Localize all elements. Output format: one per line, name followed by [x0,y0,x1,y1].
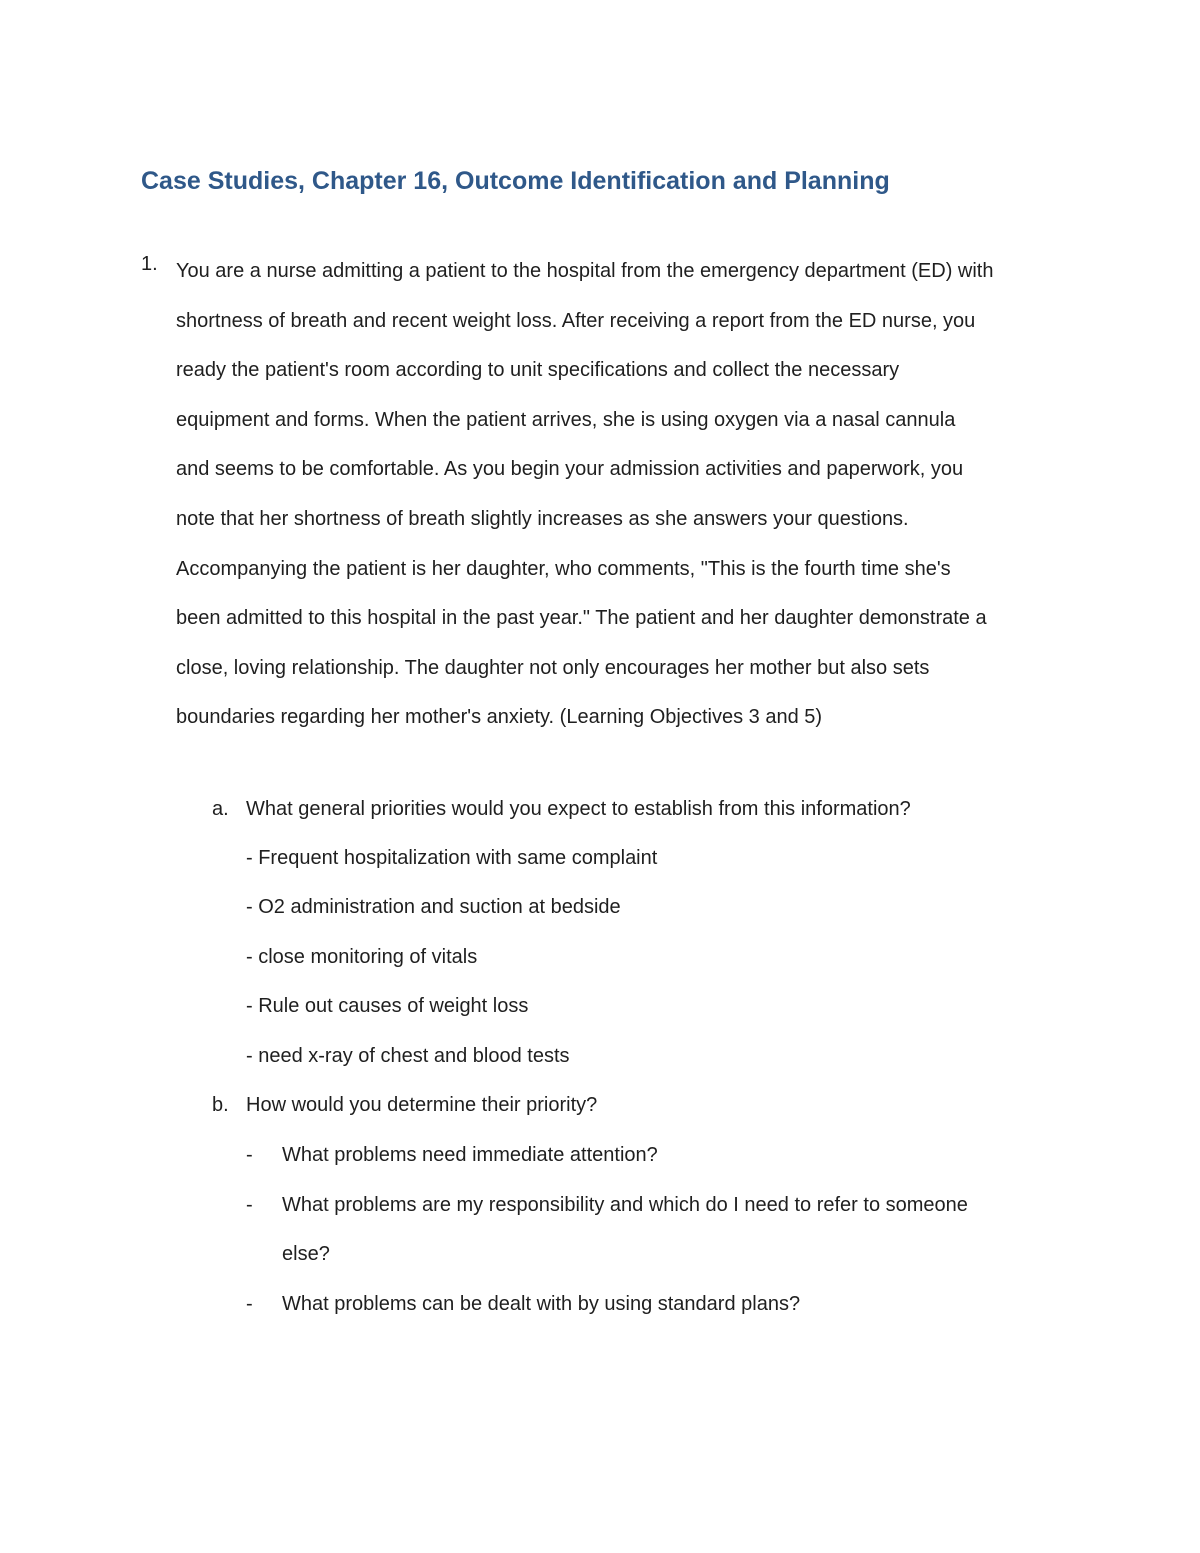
sub-question-a-text: What general priorities would you expect to establish from this information? [246,798,911,820]
bullet-item: What problems can be dealt with by using standard plans? [282,1293,801,1315]
sub-question-b-marker: b. [212,1094,229,1116]
answer-item: - O2 administration and suction at bedside [246,896,621,918]
document-title: Case Studies, Chapter 16, Outcome Identification and Planning [141,167,890,195]
bullet-item: What problems need immediate attention? [282,1144,658,1166]
sub-question-a-marker: a. [212,798,229,820]
bullet-item-continuation: else? [282,1243,330,1265]
question-line: shortness of breath and recent weight loss. After receiving a report from the ED nurse, you [176,309,976,332]
question-line: equipment and forms. When the patient arrives, she is using oxygen via a nasal cannula [176,408,956,431]
answer-item: - Frequent hospitalization with same complaint [246,847,658,869]
answer-item: - close monitoring of vitals [246,946,478,968]
bullet-dash: - [246,1144,253,1166]
question-line: note that her shortness of breath slightly increases as she answers your questions. [176,507,909,530]
bullet-item: What problems are my responsibility and which do I need to refer to someone [282,1194,968,1216]
question-line: ready the patient's room according to unit specifications and collect the necessary [176,359,900,382]
answer-item: - Rule out causes of weight loss [246,995,529,1017]
question-line: You are a nurse admitting a patient to the hospital from the emergency department (ED) with [176,260,994,282]
sub-question-b-text: How would you determine their priority? [246,1094,598,1116]
question-line: close, loving relationship. The daughter not only encourages her mother but also sets [176,656,930,679]
question-line: and seems to be comfortable. As you begin your admission activities and paperwork, you [176,458,964,481]
question-line: Accompanying the patient is her daughter, who comments, "This is the fourth time she's [176,557,951,580]
bullet-dash: - [246,1293,253,1315]
bullet-dash: - [246,1194,253,1216]
question-line: been admitted to this hospital in the past year." The patient and her daughter demonstrate a [176,607,987,630]
question-text [176,247,1076,743]
question-line: boundaries regarding her mother's anxiety. (Learning Objectives 3 and 5) [176,706,823,729]
answer-item: - need x-ray of chest and blood tests [246,1045,570,1067]
question-number: 1. [141,253,158,275]
